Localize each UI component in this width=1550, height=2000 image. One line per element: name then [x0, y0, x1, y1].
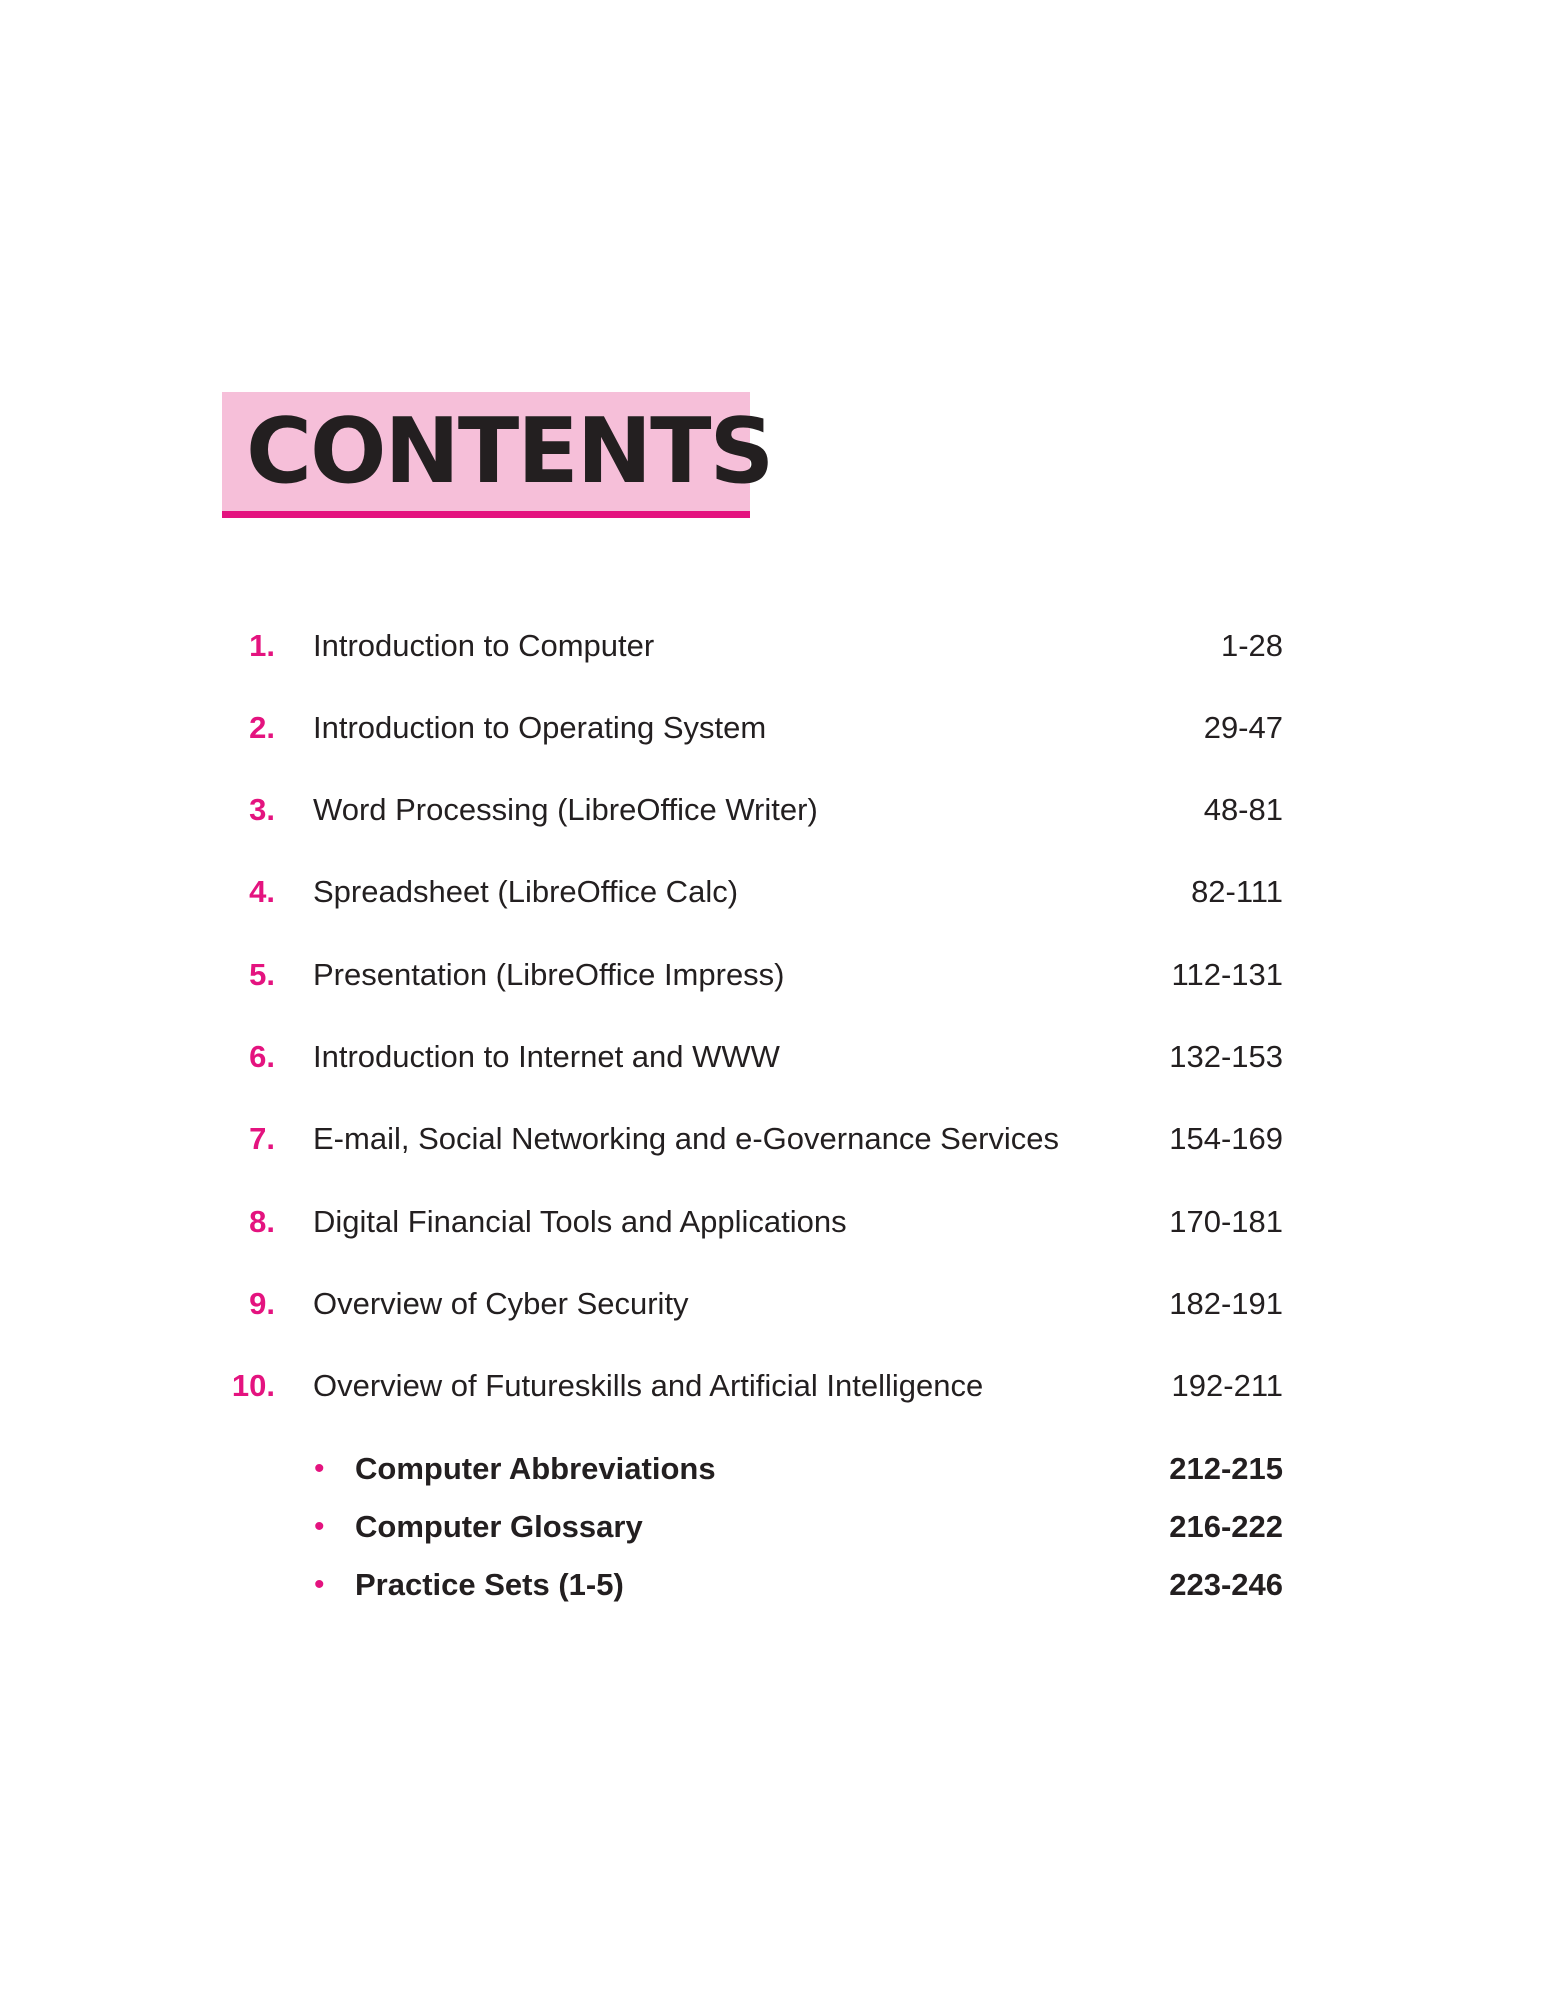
chapter-number: 4. — [249, 874, 275, 909]
chapter-title: Introduction to Operating System — [313, 710, 767, 745]
chapter-pages: 29-47 — [1203, 710, 1283, 745]
chapter-pages: 132-153 — [1169, 1039, 1283, 1074]
toc-extra-practice-sets[interactable] — [0, 1557, 1550, 1617]
bullet-icon: • — [314, 1510, 325, 1543]
chapter-title: Presentation (LibreOffice Impress) — [313, 957, 785, 992]
chapter-pages: 112-131 — [1171, 957, 1283, 992]
toc-entry-10[interactable] — [0, 1356, 1550, 1416]
chapter-pages: 154-169 — [1169, 1121, 1283, 1156]
toc-entry-2[interactable] — [0, 698, 1550, 758]
chapter-number: 2. — [249, 710, 275, 745]
toc-entry-1[interactable] — [0, 616, 1550, 676]
chapter-title: Spreadsheet (LibreOffice Calc) — [313, 874, 739, 909]
chapter-number: 9. — [249, 1286, 275, 1321]
chapter-pages: 192-211 — [1171, 1368, 1283, 1403]
chapter-pages: 1-28 — [1220, 628, 1283, 663]
extra-pages: 216-222 — [1169, 1509, 1283, 1544]
toc-entry-5[interactable] — [0, 945, 1550, 1005]
chapter-pages: 82-111 — [1191, 874, 1283, 909]
extra-title: Computer Abbreviations — [355, 1451, 716, 1486]
chapter-number: 5. — [249, 957, 275, 992]
chapter-title: Word Processing (LibreOffice Writer) — [313, 792, 818, 827]
contents-heading-box — [222, 392, 773, 518]
toc-entry-4[interactable] — [0, 862, 1550, 922]
chapter-number: 10. — [231, 1368, 275, 1403]
toc-entry-8[interactable] — [0, 1192, 1550, 1252]
toc-entry-9[interactable] — [0, 1274, 1550, 1334]
extra-pages: 212-215 — [1169, 1451, 1283, 1486]
bullet-icon: • — [314, 1568, 325, 1601]
chapter-title: E-mail, Social Networking and e-Governance Services — [313, 1121, 1060, 1156]
chapter-title: Digital Financial Tools and Applications — [313, 1204, 847, 1239]
extra-title: Computer Glossary — [355, 1509, 643, 1544]
toc-entry-7[interactable] — [0, 1109, 1550, 1169]
toc-extra-abbreviations[interactable] — [0, 1441, 1550, 1501]
chapter-title: Overview of Cyber Security — [313, 1286, 689, 1321]
page-title: CONTENTS — [246, 399, 773, 504]
extra-title: Practice Sets (1-5) — [355, 1567, 624, 1602]
toc-entry-6[interactable] — [0, 1027, 1550, 1087]
chapter-title: Overview of Futureskills and Artificial Intelligence — [313, 1368, 984, 1403]
chapter-pages: 48-81 — [1203, 792, 1283, 827]
toc-entry-3[interactable] — [0, 780, 1550, 840]
bullet-icon: • — [314, 1452, 325, 1485]
chapter-title: Introduction to Computer — [313, 628, 655, 663]
chapter-pages: 170-181 — [1169, 1204, 1283, 1239]
chapter-number: 7. — [249, 1121, 275, 1156]
chapter-number: 3. — [249, 792, 275, 827]
chapter-number: 6. — [249, 1039, 275, 1074]
chapter-title: Introduction to Internet and WWW — [313, 1039, 780, 1074]
extra-pages: 223-246 — [1169, 1567, 1283, 1602]
toc-extra-glossary[interactable] — [0, 1499, 1550, 1559]
chapter-number: 1. — [249, 628, 275, 663]
chapter-pages: 182-191 — [1169, 1286, 1283, 1321]
chapter-number: 8. — [249, 1204, 275, 1239]
